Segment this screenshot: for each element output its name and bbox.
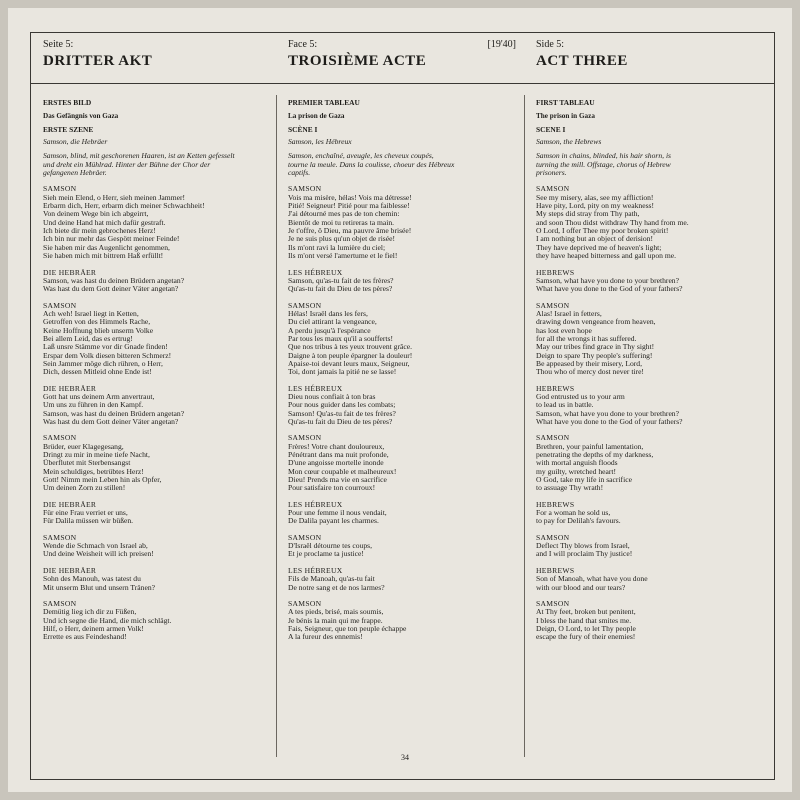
- stage-line: und dreht ein Mühlrad. Hinter der Bühne der Chor der: [43, 159, 211, 169]
- verse-line: De Dalila payant les charmes.: [288, 516, 379, 526]
- verse-line: Que nos tribus à tes yeux trouvent grâce.: [288, 342, 412, 352]
- speaker-name: SAMSON: [43, 532, 77, 542]
- verse-line: Ich biete dir mein gebrochenes Herz!: [43, 226, 156, 236]
- verse-line: Erbarm dich, Herr, erbarm dich meiner Schwachheit!: [43, 201, 205, 211]
- verse-line: Mon cœur coupable et malheureux!: [288, 466, 397, 476]
- verse-line: Dich, dessen Mitleid ohne Ende ist!: [43, 367, 152, 377]
- verse-line: Deign, O Lord, to let Thy people: [536, 623, 636, 633]
- verse-line: Thou who of mercy dost never tire!: [536, 367, 644, 377]
- german-column: [31, 33, 276, 779]
- speech-block: [288, 501, 454, 526]
- speaker-name: SAMSON: [536, 433, 570, 443]
- verse-line: Mein schuldiges, betrübtes Herz!: [43, 466, 144, 476]
- verse-line: Hélas! Israël dans les fers,: [288, 308, 368, 318]
- verse-line: Sie haben mir das Augenlicht genommen,: [43, 242, 170, 252]
- verse-line: Hilf, o Herr, deinem armen Volk!: [43, 623, 144, 633]
- scene-heading: SCENE I: [536, 124, 566, 134]
- speaker-name: DIE HEBRÄER: [43, 383, 97, 393]
- verse-line: to lead us in battle.: [536, 400, 594, 410]
- speaker-name: SAMSON: [288, 598, 322, 608]
- verse-line: Qu'as-tu fait du Dieu de tes pères?: [288, 284, 393, 294]
- verse-line: Laß unsre Stämme vor dir Gnade finden!: [43, 342, 168, 352]
- speaker-name: SAMSON: [43, 598, 77, 608]
- speech-block: [536, 185, 689, 260]
- verse-line: Gott hat uns deinem Arm anvertraut,: [43, 391, 155, 401]
- verse-line: to pay for Delilah's favours.: [536, 516, 621, 526]
- verse-line: Par tous les maux qu'il a soufferts!: [288, 333, 393, 343]
- verse-line: God entrusted us to your arm: [536, 391, 625, 401]
- verse-line: Demütig lieg ich dir zu Füßen,: [43, 607, 137, 617]
- verse-line: Samson, what have you done to your brethren?: [536, 408, 679, 418]
- verse-line: Und deine Weisheit will ich preisen!: [43, 549, 154, 559]
- stage-line: Samson, enchaîné, aveugle, les cheveux coupés,: [288, 151, 434, 161]
- verse-line: and I will proclaim Thy justice!: [536, 549, 633, 559]
- verse-line: Brüder, euer Klagegesang,: [43, 441, 124, 451]
- place-heading: La prison de Gaza: [288, 112, 345, 121]
- verse-line: Ils m'ont ravi la lumière du ciel;: [288, 242, 386, 252]
- track-duration: [19'40]: [487, 39, 516, 50]
- verse-line: Pour satisfaire ton courroux!: [288, 483, 376, 493]
- speech-block: [536, 434, 689, 492]
- dialogue: [43, 185, 235, 641]
- verse-line: Und ich segne die Hand, die mich schlägt.: [43, 615, 172, 625]
- speaker-name: DIE HEBRÄER: [43, 565, 97, 575]
- verse-line: I bless the hand that smites me.: [536, 615, 632, 625]
- speech-block: [43, 534, 235, 559]
- speech-block: [536, 600, 689, 642]
- verse-line: Für eine Frau verriet er uns,: [43, 508, 128, 518]
- verse-line: Ach weh! Israel liegt in Ketten,: [43, 308, 139, 318]
- verse-line: Je t'offre, ô Dieu, ma pauvre âme brisée!: [288, 226, 412, 236]
- verse-line: Have pity, Lord, pity on my weakness!: [536, 201, 655, 211]
- speech-block: [288, 385, 454, 427]
- speaker-name: SAMSON: [43, 184, 77, 194]
- stage-line: Samson, blind, mit geschorenen Haaren, ist an Ketten gefesselt: [43, 151, 235, 161]
- verse-line: Du ciel attirant la vengeance,: [288, 317, 377, 327]
- stage-direction: [288, 152, 454, 177]
- characters-line: Samson, les Hébreux: [288, 137, 352, 147]
- verse-line: Gott! Nimm mein Leben hin als Opfer,: [43, 475, 162, 485]
- speech-block: [43, 385, 235, 427]
- verse-line: Dieu! Prends ma vie en sacrifice: [288, 475, 387, 485]
- verse-line: Und deine Hand hat mich dafür gestraft.: [43, 217, 166, 227]
- verse-line: penetrating the depths of my darkness,: [536, 450, 654, 460]
- verse-line: Be appeased by their misery, Lord,: [536, 358, 642, 368]
- stage-line: prisoners.: [536, 168, 567, 178]
- booklet-page: [8, 8, 792, 792]
- verse-line: My steps did stray from Thy path,: [536, 209, 640, 219]
- scene-heading: SCÈNE I: [288, 124, 318, 134]
- verse-line: Um uns zu führen in den Kampf.: [43, 400, 144, 410]
- verse-line: Pour nous guider dans les combats;: [288, 400, 396, 410]
- speech-block: [43, 434, 235, 492]
- libretto-body: [43, 99, 235, 642]
- libretto-body: [288, 99, 454, 642]
- stage-direction: [43, 152, 235, 177]
- english-column: [524, 33, 776, 779]
- verse-line: De notre sang et de nos larmes?: [288, 582, 385, 592]
- speech-block: [288, 302, 454, 377]
- verse-line: escape the fury of their enemies!: [536, 632, 636, 642]
- dialogue: [288, 185, 454, 641]
- verse-line: Et je proclame ta justice!: [288, 549, 364, 559]
- speech-block: [536, 534, 689, 559]
- verse-line: Was hast du dem Gott deiner Väter angetan?: [43, 284, 179, 294]
- verse-line: to assuage Thy wrath!: [536, 483, 604, 493]
- verse-line: Von deinem Wege bin ich abgeirrt,: [43, 209, 149, 219]
- dialogue: [536, 185, 689, 641]
- verse-line: A tes pieds, brisé, mais soumis,: [288, 607, 384, 617]
- act-title: DRITTER AKT: [43, 53, 153, 69]
- verse-line: Sieh mein Elend, o Herr, sieh meinen Jammer!: [43, 192, 186, 202]
- side-label: Face 5:: [288, 39, 318, 50]
- libretto-body: [536, 99, 689, 642]
- verse-line: Je ne suis plus qu'un objet de risée!: [288, 234, 396, 244]
- verse-line: Wende die Schmach von Israel ab,: [43, 541, 148, 551]
- speaker-name: DIE HEBRÄER: [43, 267, 97, 277]
- verse-line: Daigne à ton peuple épargner la douleur!: [288, 350, 413, 360]
- verse-line: Brethren, your painful lamentation,: [536, 441, 644, 451]
- verse-line: Für Dalila müssen wir büßen.: [43, 516, 134, 526]
- speech-block: [288, 434, 454, 492]
- verse-line: See my misery, alas, see my affliction!: [536, 192, 654, 202]
- speech-block: [43, 185, 235, 260]
- tableau-heading: ERSTES BILD: [43, 98, 92, 107]
- speech-block: [288, 600, 454, 642]
- speaker-name: SAMSON: [536, 532, 570, 542]
- stage-line: tourne la meule. Dans la coulisse, choeur des Hébreux: [288, 159, 455, 169]
- speech-block: [43, 501, 235, 526]
- speech-block: [43, 567, 235, 592]
- speaker-name: LES HÉBREUX: [288, 383, 343, 393]
- verse-line: Alas! Israel in fetters,: [536, 308, 602, 318]
- verse-line: Samson, was hast du deinen Brüdern angetan?: [43, 275, 185, 285]
- speech-block: [536, 567, 689, 592]
- speaker-name: SAMSON: [288, 184, 322, 194]
- speaker-name: LES HÉBREUX: [288, 267, 343, 277]
- verse-line: O Lord, I offer Thee my poor broken spirit!: [536, 226, 669, 236]
- verse-line: Samson, what have you done to your brethren?: [536, 275, 679, 285]
- verse-line: Keine Hoffnung blieb unserm Volke: [43, 325, 154, 335]
- speaker-name: SAMSON: [288, 532, 322, 542]
- verse-line: O God, take my life in sacrifice: [536, 475, 632, 485]
- verse-line: and soon Thou didst withdraw Thy hand from me.: [536, 217, 689, 227]
- speech-block: [536, 501, 689, 526]
- verse-line: Deign to spare Thy people's suffering!: [536, 350, 653, 360]
- verse-line: What have you done to the God of your fathers?: [536, 284, 683, 294]
- speaker-name: SAMSON: [288, 300, 322, 310]
- verse-line: Dieu nous confiait à ton bras: [288, 391, 376, 401]
- stage-line: Samson in chains, blinded, his hair shorn, is: [536, 151, 672, 161]
- speaker-name: SAMSON: [288, 433, 322, 443]
- verse-line: Bientôt de moi tu retireras ta main.: [288, 217, 395, 227]
- page-number: 34: [401, 753, 409, 762]
- verse-line: Samson, was hast du deinen Brüdern angetan?: [43, 408, 185, 418]
- scene-heading: ERSTE SZENE: [43, 124, 94, 134]
- speaker-name: SAMSON: [536, 184, 570, 194]
- characters-line: Samson, the Hebrews: [536, 137, 602, 147]
- stage-line: gefangenen Hebräer.: [43, 168, 107, 178]
- tableau-heading: PREMIER TABLEAU: [288, 98, 360, 107]
- verse-line: Deflect Thy blows from Israel,: [536, 541, 630, 551]
- stage-line: turning the mill. Offstage, chorus of Hebrew: [536, 159, 671, 169]
- verse-line: Pitié! Seigneur! Pitié pour ma faiblesse!: [288, 201, 410, 211]
- characters-line: Samson, die Hebräer: [43, 137, 108, 147]
- side-label: Seite 5:: [43, 39, 74, 50]
- place-heading: Das Gefängnis von Gaza: [43, 112, 119, 121]
- stage-direction: [536, 152, 689, 177]
- libretto-frame: [30, 32, 775, 780]
- verse-line: Getroffen von des Himmels Rache,: [43, 317, 151, 327]
- verse-line: with mortal anguish floods: [536, 458, 618, 468]
- verse-line: my guilty, wretched heart!: [536, 466, 617, 476]
- speaker-name: HEBREWS: [536, 565, 575, 575]
- verse-line: They have deprived me of heaven's light;: [536, 242, 662, 252]
- verse-line: Samson, qu'as-tu fait de tes frères?: [288, 275, 394, 285]
- verse-line: Bei allem Leid, das es ertrug!: [43, 333, 133, 343]
- verse-line: Pour une femme il nous vendait,: [288, 508, 387, 518]
- verse-line: Dringt zu mir in meine tiefe Nacht,: [43, 450, 150, 460]
- verse-line: Was hast du dem Gott deiner Väter angetan?: [43, 417, 179, 426]
- act-title: TROISIÈME ACTE: [288, 53, 427, 69]
- verse-line: D'une angoisse mortelle inonde: [288, 458, 384, 468]
- speaker-name: SAMSON: [536, 300, 570, 310]
- speech-block: [288, 269, 454, 294]
- verse-line: I am nothing but an object of derision!: [536, 234, 654, 244]
- verse-line: Überflutet mit Sterbensangst: [43, 458, 131, 468]
- speech-block: [43, 269, 235, 294]
- verse-line: May our tribes find grace in Thy sight!: [536, 342, 655, 352]
- verse-line: Toi, dont jamais la pitié ne se lasse!: [288, 367, 397, 377]
- speaker-name: HEBREWS: [536, 267, 575, 277]
- speaker-name: DIE HEBRÄER: [43, 499, 97, 509]
- verse-line: Errette es aus Feindeshand!: [43, 632, 127, 642]
- verse-line: Frères! Votre chant douloureux,: [288, 441, 385, 451]
- verse-line: drawing down vengeance from heaven,: [536, 317, 656, 327]
- verse-line: A perdu jusqu'à l'espérance: [288, 325, 371, 335]
- verse-line: J'ai détourné mes pas de ton chemin:: [288, 209, 400, 219]
- place-heading: The prison in Gaza: [536, 112, 595, 121]
- verse-line: For a woman he sold us,: [536, 508, 611, 518]
- speech-block: [288, 567, 454, 592]
- french-column: [276, 33, 524, 779]
- verse-line: for all the wrongs it has suffered.: [536, 333, 637, 343]
- act-title: ACT THREE: [536, 53, 628, 69]
- verse-line: Apaise-toi devant leurs maux, Seigneur,: [288, 358, 410, 368]
- verse-line: Sohn des Manouh, was tatest du: [43, 574, 141, 584]
- verse-line: Fils de Manoah, qu'as-tu fait: [288, 574, 375, 584]
- speaker-name: LES HÉBREUX: [288, 565, 343, 575]
- side-label: Side 5:: [536, 39, 565, 50]
- speech-block: [536, 269, 689, 294]
- speech-block: [536, 302, 689, 377]
- speech-block: [288, 534, 454, 559]
- speech-block: [536, 385, 689, 427]
- verse-line: Ich bin nur mehr das Gespött meiner Feinde!: [43, 234, 180, 244]
- speaker-name: SAMSON: [43, 300, 77, 310]
- verse-line: Je bénis la main qui me frappe.: [288, 615, 383, 625]
- speech-block: [43, 302, 235, 377]
- verse-line: D'Israël détourne tes coups,: [288, 541, 373, 551]
- speaker-name: HEBREWS: [536, 499, 575, 509]
- verse-line: Vois ma misère, hélas! Vois ma détresse!: [288, 192, 412, 202]
- verse-line: has lost even hope: [536, 325, 592, 335]
- verse-line: Um deinen Zorn zu stillen!: [43, 483, 126, 493]
- verse-line: Mit unserm Blut und unsern Tränen?: [43, 582, 156, 592]
- verse-line: Son of Manoah, what have you done: [536, 574, 648, 584]
- speaker-name: SAMSON: [43, 433, 77, 443]
- tableau-heading: FIRST TABLEAU: [536, 98, 595, 107]
- speech-block: [288, 185, 454, 260]
- speech-block: [43, 600, 235, 642]
- verse-line: Sein Jammer möge dich rühren, o Herr,: [43, 358, 163, 368]
- verse-line: they have heaped bitterness and gall upon me.: [536, 251, 677, 261]
- verse-line: At Thy feet, broken but penitent,: [536, 607, 636, 617]
- speaker-name: HEBREWS: [536, 383, 575, 393]
- verse-line: A la fureur des ennemis!: [288, 632, 363, 642]
- speaker-name: SAMSON: [536, 598, 570, 608]
- stage-line: captifs.: [288, 168, 311, 178]
- speaker-name: LES HÉBREUX: [288, 499, 343, 509]
- verse-line: Fais, Seigneur, que ton peuple échappe: [288, 623, 407, 633]
- verse-line: Pénétrant dans ma nuit profonde,: [288, 450, 389, 460]
- verse-line: Qu'as-tu fait du Dieu de tes pères?: [288, 417, 393, 426]
- verse-line: What have you done to the God of your fathers?: [536, 417, 683, 426]
- verse-line: with our blood and our tears?: [536, 582, 626, 592]
- verse-line: Sie haben mich mit bittrem Haß erfüllt!: [43, 251, 164, 261]
- verse-line: Ils m'ont versé l'amertume et le fiel!: [288, 251, 398, 261]
- verse-line: Samson! Qu'as-tu fait de tes frères?: [288, 408, 396, 418]
- verse-line: Erspar dem Volk diesen bitteren Schmerz!: [43, 350, 172, 360]
